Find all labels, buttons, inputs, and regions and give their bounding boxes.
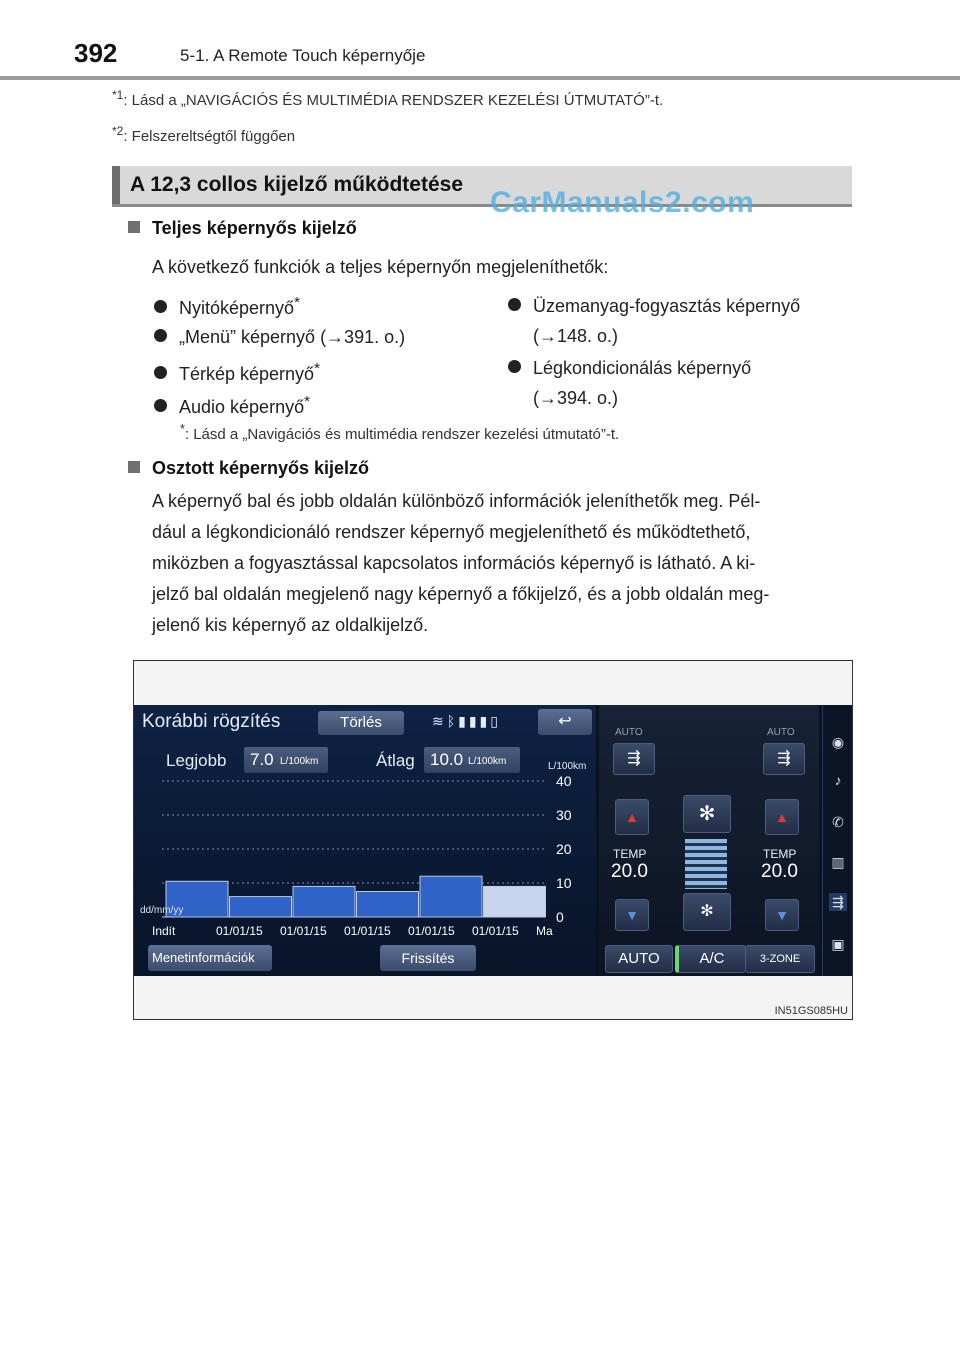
bullet-audio [154, 393, 310, 418]
navigation-icon[interactable]: ◉ [831, 734, 845, 750]
bullet-dot-icon [508, 360, 521, 373]
bullet-audio-text: Audio képernyő [179, 397, 305, 417]
x-tick-label: 01/01/15 [280, 924, 327, 938]
info-chart-icon[interactable]: ▥ [831, 854, 845, 870]
average-label: Átlag [376, 751, 415, 770]
full-screen-note [180, 422, 619, 443]
bullet-home-text: Nyitóképernyő [179, 298, 295, 318]
bullet-climate [508, 358, 751, 379]
climate-side-display [599, 705, 819, 976]
bar [484, 886, 546, 917]
footnote-1 [112, 88, 663, 109]
best-label: Legjobb [166, 751, 227, 770]
bar [293, 886, 355, 917]
paragraph-line: A képernyő bal és jobb oldalán különböző információk jeleníthetők meg. Pél- [152, 491, 761, 511]
bullet-dot-icon [154, 399, 167, 412]
bar [230, 897, 292, 917]
temp-value-right: 20.0 [761, 861, 798, 882]
bullet-menu [154, 327, 405, 348]
triangle-down-icon: ▼ [625, 907, 639, 923]
bullet-climate-ref: (→394. o.) [533, 388, 619, 408]
fan-icon: ✻ [698, 803, 716, 825]
fan-down-button[interactable] [683, 893, 731, 931]
airflow-icon: ⇶ [627, 750, 641, 767]
image-code: IN51GS085HU [774, 1005, 848, 1017]
average-unit: L/100km [468, 756, 507, 767]
auto-tag-right: AUTO [767, 727, 795, 738]
triangle-down-icon: ▼ [775, 907, 789, 923]
paragraph-line: miközben a fogyasztással kapcsolatos információs képernyő is látható. A ki- [152, 553, 756, 573]
triangle-up-icon: ▲ [625, 809, 639, 825]
bullet-home-mark: * [294, 294, 300, 311]
screen-title: Korábbi rögzítés [142, 711, 281, 732]
split-screen-paragraph [152, 486, 857, 641]
delete-button[interactable]: Törlés [318, 711, 404, 735]
temp-up-right-button[interactable] [765, 799, 799, 835]
paragraph-line: dául a légkondicionáló rendszer képernyő megjeleníthető és működtethető, [152, 522, 751, 542]
bullet-dot-icon [154, 300, 167, 313]
footnote-2 [112, 124, 295, 145]
full-screen-heading-text: Teljes képernyős kijelző [152, 218, 357, 238]
header-rule [0, 76, 960, 80]
fan-icon: ✻ [700, 903, 714, 920]
footnote-2-text: : Felszereltségtől függően [123, 128, 296, 145]
y-tick-label: 0 [556, 909, 564, 925]
bullet-fuel-text: Üzemanyag-fogyasztás képernyő [533, 296, 801, 316]
bullet-menu-text: „Menü” képernyő (→391. o.) [179, 327, 406, 347]
fan-up-button[interactable] [683, 795, 731, 833]
temp-up-left-button[interactable] [615, 799, 649, 835]
airflow-left-button[interactable] [613, 743, 655, 775]
section-title: A 12,3 collos kijelző működtetése [130, 173, 464, 196]
battery-icon: ▯ [490, 713, 501, 729]
bluetooth-icon: ᛒ [446, 713, 459, 729]
triangle-up-icon: ▲ [775, 809, 789, 825]
section-accent [112, 166, 120, 204]
ac-button[interactable]: A/C [675, 945, 746, 973]
airflow-right-button[interactable] [763, 743, 805, 775]
full-screen-intro: A következő funkciók a teljes képernyőn megjeleníthetők: [152, 257, 609, 277]
x-axis-format-label: dd/mm/yy [140, 905, 184, 916]
bar [420, 876, 482, 917]
bullet-climate-text: Légkondicionálás képernyő [533, 358, 752, 378]
fuel-consumption-chart [134, 705, 596, 976]
bullet-map [154, 360, 320, 385]
phone-icon[interactable]: ✆ [832, 814, 844, 830]
main-display [134, 705, 596, 976]
bullet-dot-icon [154, 366, 167, 379]
climate-icon[interactable]: ⇶ [829, 893, 847, 911]
y-tick-label: 20 [556, 841, 572, 857]
refresh-button[interactable]: Frissítés [380, 945, 476, 971]
music-note-icon[interactable]: ♪ [834, 772, 842, 788]
bullet-dot-icon [508, 298, 521, 311]
x-tick-label: 01/01/15 [344, 924, 391, 938]
y-tick-label: 30 [556, 807, 572, 823]
wifi-icon: ≋ [432, 713, 447, 729]
note-text: : Lásd a „Navigációs és multimédia rendszer kezelési útmutató”-t. [184, 426, 620, 443]
bullet-home [154, 294, 300, 319]
temp-down-right-button[interactable] [765, 899, 799, 931]
fan-level-bars [685, 839, 727, 889]
bullet-dot-icon [154, 329, 167, 342]
square-bullet-icon [128, 221, 140, 233]
three-zone-button[interactable]: 3-ZONE [745, 945, 815, 973]
x-tick-label: Indít [152, 924, 176, 938]
temp-value-left: 20.0 [611, 861, 648, 882]
page-number: 392 [74, 38, 118, 68]
x-tick-label: 01/01/15 [216, 924, 263, 938]
best-unit: L/100km [280, 756, 319, 767]
split-screen-heading-text: Osztott képernyős kijelző [152, 458, 370, 478]
full-screen-heading [128, 218, 357, 239]
display-screenshot [133, 660, 853, 1020]
x-tick-label: 01/01/15 [408, 924, 455, 938]
split-screen-heading [128, 458, 369, 479]
display-screen [134, 705, 852, 976]
chapter-title: 5-1. A Remote Touch képernyője [180, 46, 426, 65]
bar [357, 892, 419, 918]
bullet-map-mark: * [314, 360, 320, 377]
signal-icon: ▮▮▮ [458, 713, 491, 729]
footnote-1-mark: *1 [112, 88, 124, 102]
airflow-icon: ⇶ [777, 750, 791, 767]
best-value: 7.0 [250, 750, 274, 769]
y-tick-label: 40 [556, 773, 572, 789]
temp-down-left-button[interactable] [615, 899, 649, 931]
note-mark: * [180, 422, 185, 436]
side-menu-strip [822, 705, 852, 976]
footnote-1-text: : Lásd a „NAVIGÁCIÓS ÉS MULTIMÉDIA RENDSZER KEZELÉSI ÚTMUTATÓ”-t. [123, 92, 664, 109]
auto-button[interactable]: AUTO [605, 945, 673, 973]
average-value: 10.0 [430, 750, 464, 769]
watermark: CarManuals2.com [490, 186, 755, 219]
back-arrow-icon: ↩ [558, 713, 572, 730]
auto-tag-left: AUTO [615, 727, 643, 738]
paragraph-line: jelző bal oldalán megjelenő nagy képernyő a főkijelző, és a jobb oldalán meg- [152, 584, 770, 604]
bullet-map-text: Térkép képernyő [179, 364, 315, 384]
x-tick-label: Ma [536, 924, 553, 938]
bullet-fuel [508, 296, 800, 317]
paragraph-line: jelenő kis képernyő az oldalkijelző. [152, 615, 429, 635]
temp-label-right: TEMP [763, 847, 797, 861]
y-tick-label: 10 [556, 875, 572, 891]
footnote-2-mark: *2 [112, 124, 124, 138]
bullet-audio-mark: * [304, 393, 310, 410]
y-axis-unit: L/100km [548, 761, 587, 772]
trip-info-button[interactable]: Menetinformációk [148, 945, 272, 971]
x-tick-label: 01/01/15 [472, 924, 519, 938]
temp-label-left: TEMP [613, 847, 647, 861]
bullet-fuel-ref: (→148. o.) [533, 326, 619, 346]
square-bullet-icon [128, 461, 140, 473]
screen-toggle-icon[interactable]: ▣ [831, 936, 845, 952]
